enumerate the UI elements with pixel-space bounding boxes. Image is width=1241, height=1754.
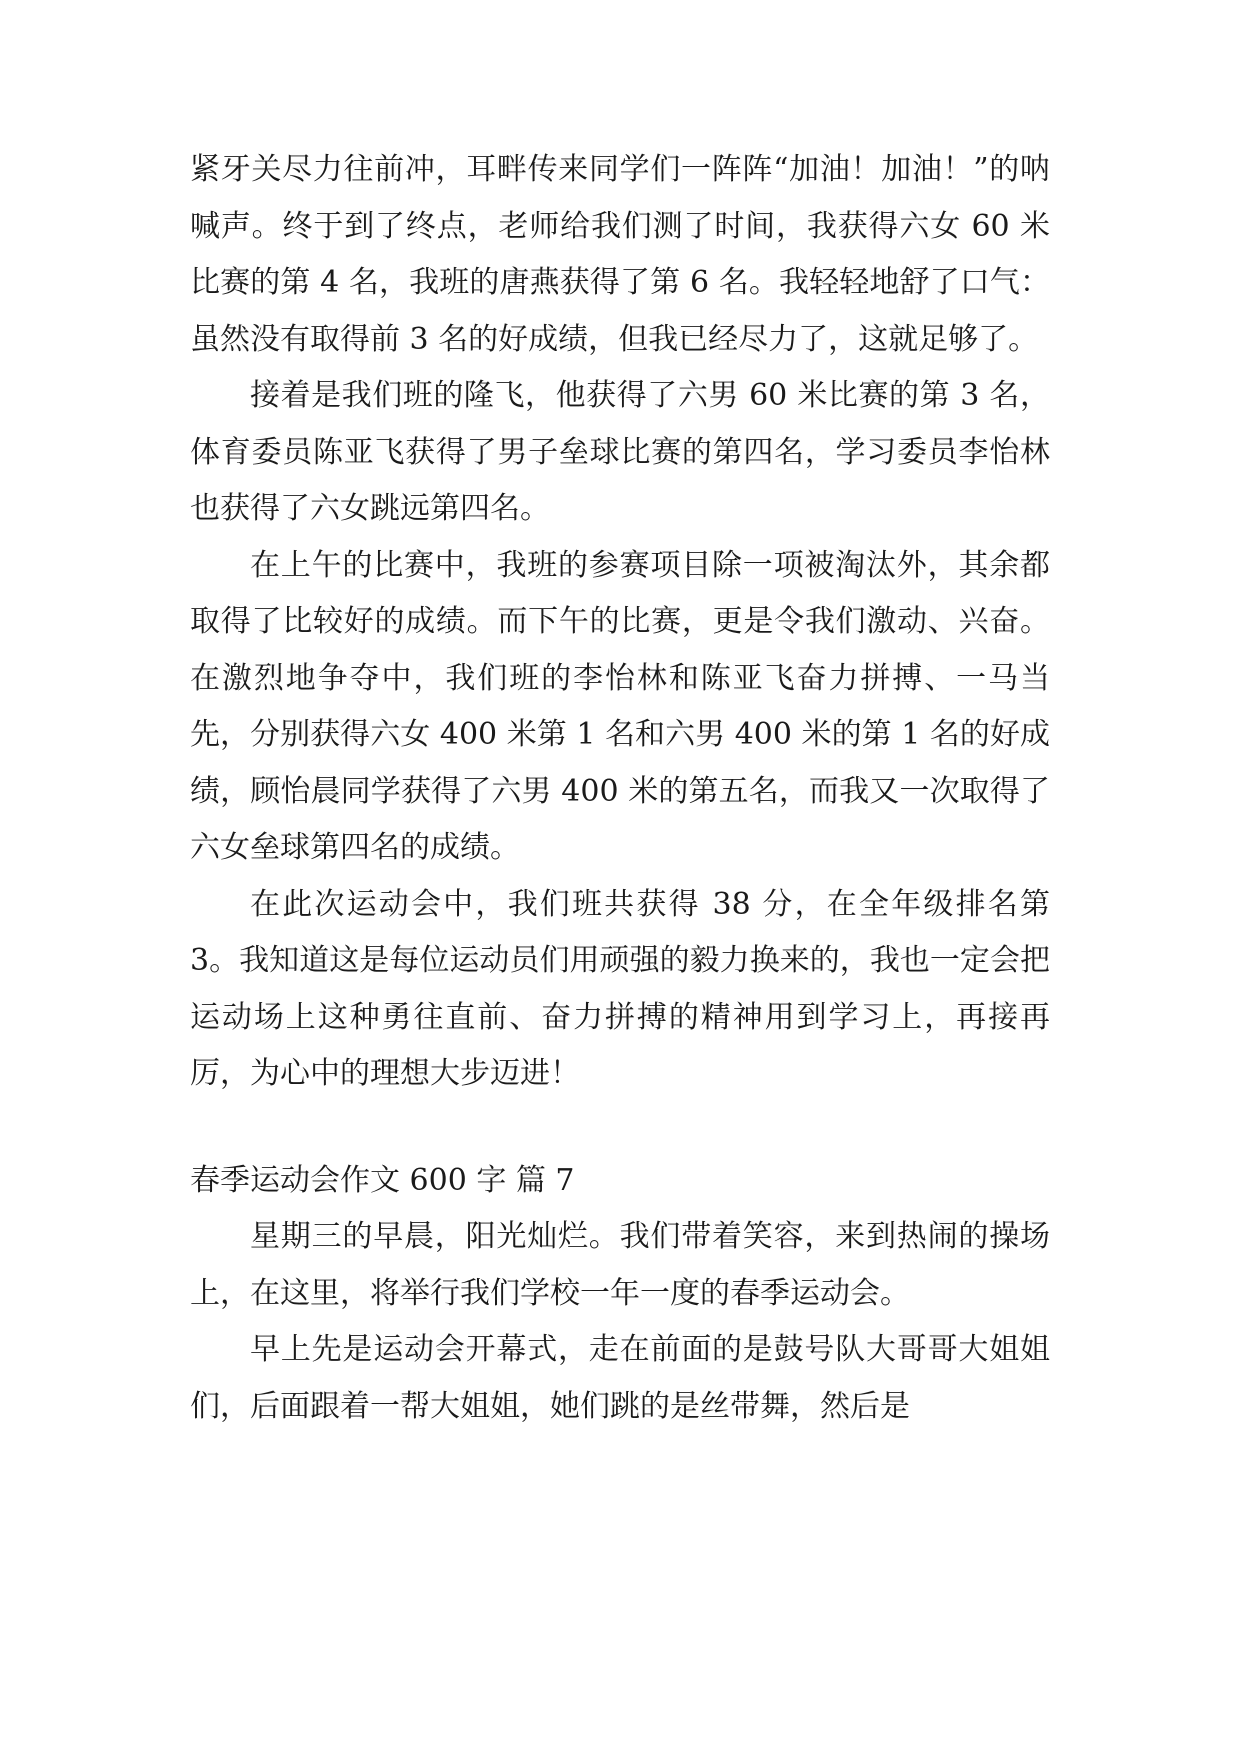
paragraph-classmates-results: 接着是我们班的隆飞，他获得了六男 60 米比赛的第 3 名，体育委员陈亚飞获得了男子垒球比赛的第四名，学习委员李怡林也获得了六女跳远第四名。: [190, 378, 1050, 526]
paragraph-essay7-intro: 星期三的早晨，阳光灿烂。我们带着笑容，来到热闹的操场上，在这里，将举行我们学校一年一度的春季运动会。: [190, 1219, 1050, 1311]
paragraph-essay7-opening-ceremony: 早上先是运动会开幕式，走在前面的是鼓号队大哥哥大姐姐们，后面跟着一帮大姐姐，她们跳的是丝带舞，然后是: [190, 1332, 1050, 1424]
section-heading: 春季运动会作文 600 字 篇 7: [190, 1162, 575, 1198]
document-page: [190, 142, 1050, 1435]
paragraph-conclusion: 在此次运动会中，我们班共获得 38 分，在全年级排名第 3。我知道这是每位运动员们用顽强的毅力换来的，我也一定会把运动场上这种勇往直前、奋力拼搏的精神用到学习上，再接再厉，为心中的理想大步迈进！: [190, 886, 1050, 1091]
paragraph-race-result: 紧牙关尽力往前冲，耳畔传来同学们一阵阵“加油！加油！”的呐喊声。终于到了终点，老师给我们测了时间，我获得六女 60 米比赛的第 4 名，我班的唐燕获得了第 6 名。我轻轻地舒了口气：虽然没有取得前 3 名的好成绩，但我已经尽力了，这就足够了。: [190, 152, 1050, 357]
paragraph-afternoon-races: 在上午的比赛中，我班的参赛项目除一项被淘汰外，其余都取得了比较好的成绩。而下午的比赛，更是令我们激动、兴奋。在激烈地争夺中，我们班的李怡林和陈亚飞奋力拼搏、一马当先，分别获得六女 400 米第 1 名和六男 400 米的第 1 名的好成绩，顾怡晨同学获得了六男 400 米的第五名，而我又一次取得了六女垒球第四名的成绩。: [190, 547, 1050, 865]
